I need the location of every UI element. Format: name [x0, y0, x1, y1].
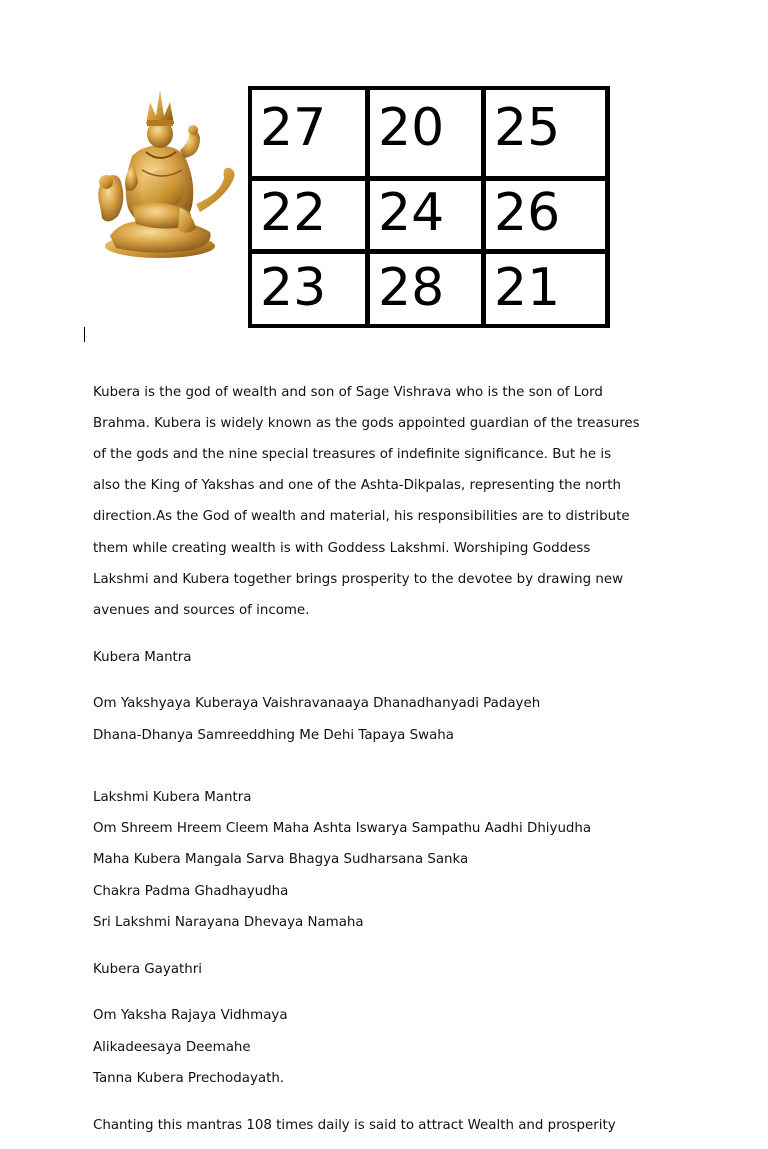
- square-cell: 24: [369, 180, 482, 250]
- mantra-line: Om Shreem Hreem Cleem Maha Ashta Iswarya Sampathu Aadhi Dhiyudha: [93, 821, 592, 837]
- kubera-mantra-heading: Kubera Mantra: [93, 649, 192, 665]
- text-line: of the gods and the nine special treasures of indefinite significance. But he is: [93, 446, 612, 462]
- text-line: Brahma. Kubera is widely known as the gods appointed guardian of the treasures: [93, 415, 640, 431]
- mantra-line: Sri Lakshmi Narayana Dhevaya Namaha: [93, 914, 364, 930]
- square-cell: 28: [369, 253, 482, 325]
- text-line: also the King of Yakshas and one of the Ashta-Dikpalas, representing the north: [93, 478, 621, 494]
- closing-paragraph: Chanting this mantras 108 times daily is said to attract Wealth and prosperity: [93, 1117, 616, 1133]
- mantra-line: Om Yakshyaya Kuberaya Vaishravanaaya Dhanadhanyadi Padayeh: [93, 696, 541, 712]
- mantra-line: Alikadeesaya Deemahe: [93, 1039, 251, 1055]
- square-cell: 27: [251, 89, 366, 177]
- mantra-line: Maha Kubera Mangala Sarva Bhagya Sudharsana Sanka: [93, 852, 469, 868]
- text-cursor: [84, 327, 85, 342]
- kubera-gayathri-heading: Kubera Gayathri: [93, 961, 202, 977]
- document-body: [93, 369, 693, 1149]
- section-heading: Lakshmi Kubera Mantra: [93, 790, 252, 806]
- mantra-line: Om Yaksha Rajaya Vidhmaya: [93, 1008, 288, 1024]
- kubera-magic-square: [248, 86, 610, 328]
- text-line: them while creating wealth is with Goddess Lakshmi. Worshiping Goddess: [93, 540, 591, 556]
- square-cell: 20: [369, 89, 482, 177]
- square-cell: 25: [485, 89, 606, 177]
- intro-paragraph: [93, 369, 693, 634]
- mantra-line: Dhana-Dhanya Samreeddhing Me Dehi Tapaya Swaha: [93, 727, 454, 743]
- text-line: Lakshmi and Kubera together brings prosperity to the devotee by drawing new: [93, 571, 624, 587]
- square-cell: 23: [251, 253, 366, 325]
- kubera-mantra: [93, 681, 693, 759]
- mantra-line: Chakra Padma Ghadhayudha: [93, 883, 289, 899]
- square-cell: 21: [485, 253, 606, 325]
- kubera-statue-image: [92, 86, 242, 262]
- text-line: direction.As the God of wealth and material, his responsibilities are to distribute: [93, 509, 630, 525]
- mantra-line: Tanna Kubera Prechodayath.: [93, 1070, 285, 1086]
- kubera-gayathri: [93, 993, 693, 1102]
- text-line: Kubera is the god of wealth and son of Sage Vishrava who is the son of Lord: [93, 384, 603, 400]
- square-cell: 26: [485, 180, 606, 250]
- text-line: avenues and sources of income.: [93, 602, 310, 618]
- lakshmi-kubera-mantra: [93, 774, 693, 946]
- square-cell: 22: [251, 180, 366, 250]
